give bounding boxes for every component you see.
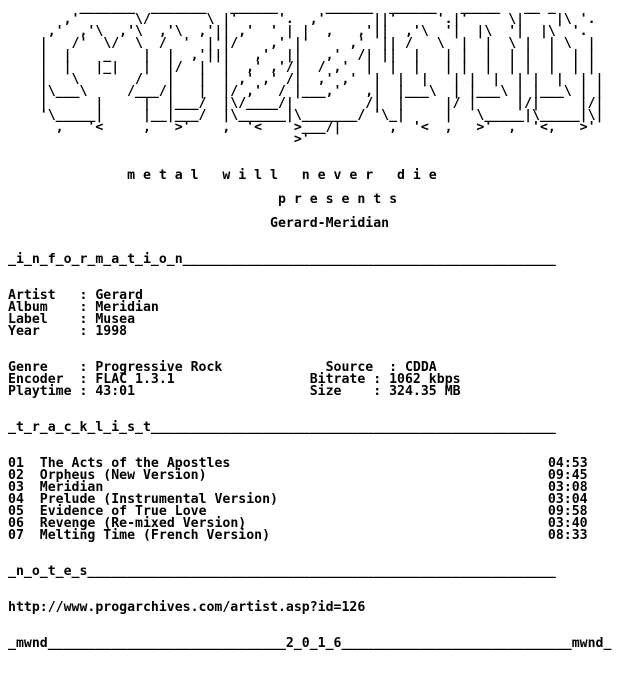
track-duration: 09:45 — [547, 468, 588, 483]
track-title: Meridian — [39, 480, 104, 495]
info-genre: Genre : Progressive Rock — [8, 360, 223, 375]
track-number: 01 — [8, 456, 24, 471]
info-source: Source : CDDA — [325, 360, 437, 375]
info-bitrate: Bitrate : 1062 kbps — [309, 372, 461, 387]
footer-left: _mwnd_ — [8, 636, 56, 651]
track-title: Evidence of True Love — [39, 504, 207, 519]
track-duration: 08:33 — [547, 528, 588, 543]
track-number: 07 — [8, 528, 24, 543]
info-label: Label : Musea — [8, 312, 136, 327]
track-duration: 03:40 — [547, 516, 588, 531]
info-year: Year : 1998 — [8, 324, 128, 339]
track-number: 05 — [8, 504, 24, 519]
info-playtime: Playtime : 43:01 — [8, 384, 136, 399]
info-size: Size : 324.35 MB — [309, 384, 461, 399]
track-duration: 09:58 — [547, 504, 588, 519]
track-number: 02 — [8, 468, 24, 483]
track-duration: 03:08 — [547, 480, 588, 495]
nfo-document: _______ _______ ______ ______ ______ _____ __ _ ,' \/ \ |' '. ,' ||' '.|' \| |\ '. ,' ,'\ ,'\ ,'\ ,'|| ,' ' | | , ,'|| ,'\ '| |\ '| |\ '. | /' \/ \ / ' |'|/ ,' |' ,' || / \ | | \ | | \ | | | _ | | ,'||| ,' || ,' /| || | | | | | | | | | | | |_| | |/ | | ,' ,'/| / ,' | | | | | | | | | | | | \ / | | | ,' ,' /| ,' ,' | | | | | | | | | | | |\___\ /___/| | |/ ,' / |___,' ,| |___\ | |___\ | |___\ | | | | | |___/ |\/____/| /| | |/ | |/| |/| '\_____| |__|___/ |\______|\_______/ '\_| | \_____|\_____|\| , '< , >' , '< >___/| , '< , >' , '<, >' >' m e t a l w i l l n e v e r d i e p r e s e n t s Gerard-Meridian _i_n_f_o_r_m_a_t_i_o_n_______________________________________________ Artist : Gerard Album : Meridian Label : Musea Year : 1998 Genre : Progressive Rock Source : CDDA Encoder : FLAC 1.3.1 Bitrate : 1062 kbps Playtime : 43:01 Size : 324.35 MB _t_r_a_c_k_l_i_s_t___________________________________________________ 01 The Acts of the Apostles 04:53 02 Orpheus (New Version) 09:45 03 Meridian 03:08 04 Prelude (Instrumental Version) 03:04 05 Evidence of True Love 09:58 06 Revenge (Re-mixed Version) 03:40 07 Melting Time (French Version) 08:33 _n_o_t_e_s___________________________________________________________ http://www.progarchives.com/artist.asp?id=126 _mwnd______________________________2_0_1_6_____________________________mwnd_ — [8, 0, 612, 651]
track-duration: 03:04 — [547, 492, 588, 507]
ascii-logo: _______ _______ ______ ______ ______ _____ __ _ ,' \/ \ |' '. ,' ||' '.|' \| |\ '. ,' ,'\ ,'\ ,'\ ,'|| ,' ' | | , ,'|| ,'\ '| |\ '| |\ '. | /' \/ \ / ' |'|/ ,' |' ,' || / \ | | \ | | \ | | | _ | | ,'||| ,' || ,' /| || | | | | | | | | | | | |_| | |/ | | ,' ,'/| / ,' | | | | | | | | | | | | \ / | | | ,' ,' /| ,' ,' | | | | | | | | | | | |\___\ /___/| | |/ ,' / |___,' ,| |___\ | |___\ | |___\ | | | | | |___/ |\/____/| /| | |/ | |/| |/| '\_____| |__|___/ |\______|\_______/ '\_| | \_____|\_____|\| , '< , >' , '< >___/| , '< , >' , '<, >' >' — [39, 0, 604, 147]
notes-section-header: _n_o_t_e_s_ — [8, 564, 96, 579]
track-number: 03 — [8, 480, 24, 495]
track-number: 04 — [8, 492, 24, 507]
info-artist: Artist : Gerard — [8, 288, 143, 303]
track-row — [8, 528, 588, 543]
tracklist-section-header: _t_r_a_c_k_l_i_s_t_ — [8, 420, 159, 435]
information-section-header: _i_n_f_o_r_m_a_t_i_o_n_ — [8, 252, 191, 267]
info-encoder: Encoder : FLAC 1.3.1 — [8, 372, 175, 387]
footer-right: _mwnd_ — [563, 636, 612, 651]
track-title: Melting Time (French Version) — [39, 528, 271, 543]
presents-text: p r e s e n t s — [277, 192, 398, 207]
notes-url: http://www.progarchives.com/artist.asp?id=126 — [8, 600, 366, 615]
track-duration: 04:53 — [547, 456, 588, 471]
info-album: Album : Meridian — [8, 300, 159, 315]
track-title: Prelude (Instrumental Version) — [39, 492, 278, 507]
tagline: m e t a l w i l l n e v e r d i e — [127, 168, 437, 183]
track-title: Revenge (Re-mixed Version) — [39, 516, 247, 531]
track-title: The Acts of the Apostles — [39, 456, 231, 471]
track-title: Orpheus (New Version) — [39, 468, 207, 483]
release-title: Gerard-Meridian — [270, 216, 390, 231]
track-number: 06 — [8, 516, 24, 531]
footer-year: 2_0_1_6 — [285, 636, 342, 651]
